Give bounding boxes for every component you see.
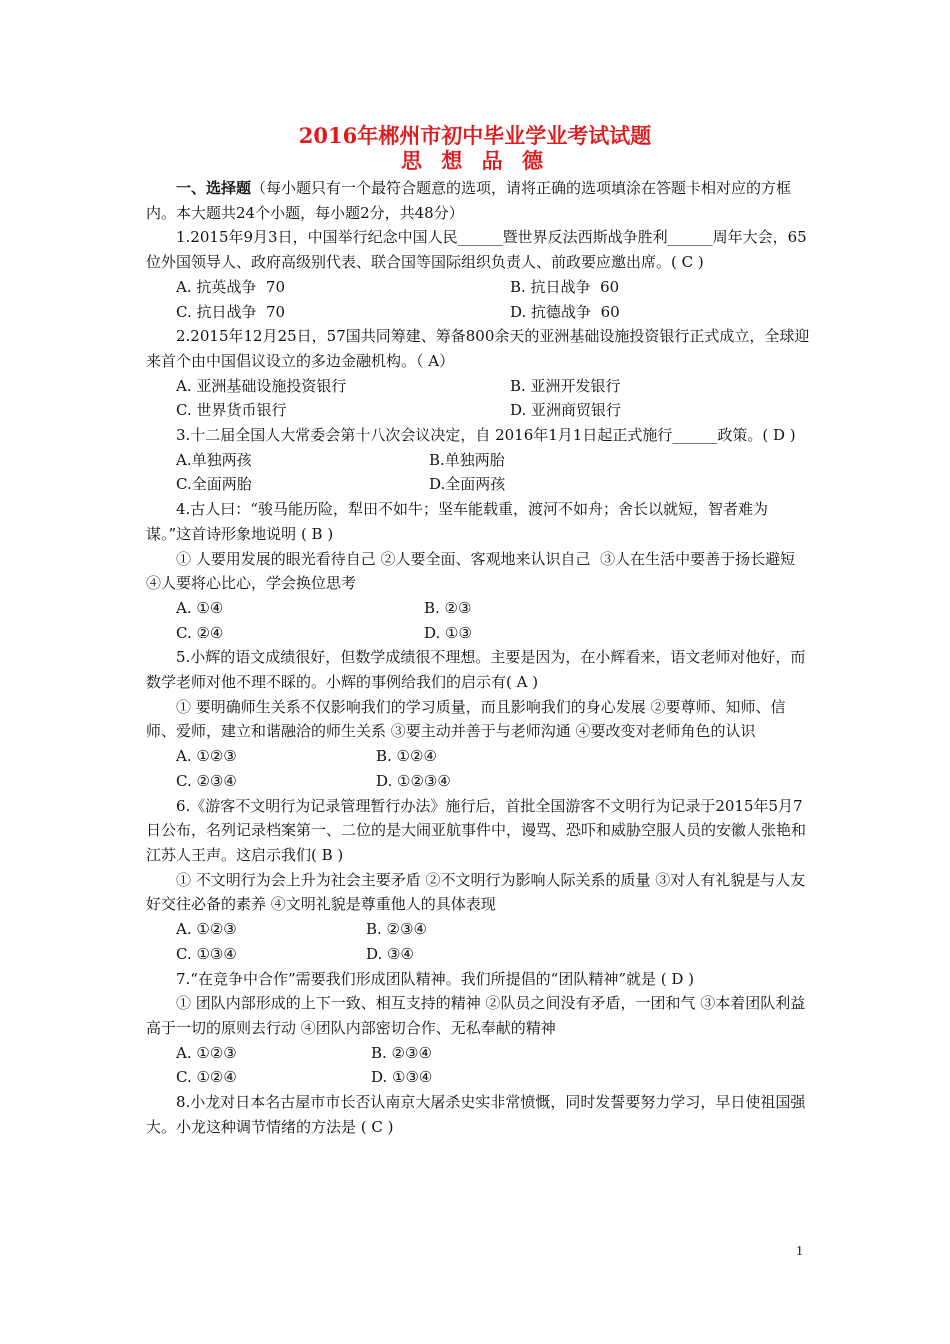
question-stem: 6.《游客不文明行为记录管理暂行办法》施行后，首批全国游客不文明行为记录于2015年5月7日公布，名列记录档案第一、二位的是大闹亚航事件中，谩骂、恐吓和威胁空服人员的安徽人张艳和江苏人王声。这启示我们( B ) (146, 796, 807, 864)
option-d: D. ①③ (424, 623, 472, 642)
option-row (146, 1065, 812, 1090)
option-c: C. ②④ (176, 623, 224, 642)
option-c: C.全面两胎 (176, 475, 252, 494)
option-d: D. ③④ (366, 944, 414, 963)
option-row (146, 744, 812, 769)
option-a: A. 亚洲基础设施投资银行 (176, 376, 347, 395)
option-a: A. ①②③ (176, 1043, 237, 1062)
option-d: D. ①③④ (371, 1068, 433, 1087)
option-d: D.全面两孩 (429, 475, 506, 494)
option-b: B. ①②④ (376, 747, 437, 766)
option-row (146, 917, 812, 942)
option-row (146, 621, 812, 646)
option-c: C. 世界货币银行 (176, 401, 287, 420)
question-stem: 3.十二届全国人大常委会第十八次会议决定，自 2016年1月1日起正式施行______政策。( D ) (176, 426, 796, 445)
exam-title: 2016年郴州市初中毕业学业考试试题 (298, 123, 652, 148)
section-instruction: 一、选择题（每小题只有一个最符合题意的选项，请将正确的选项填涂在答题卡相对应的方框内。本大题共24个小题，每小题2分，共48分） (146, 179, 792, 222)
option-c: C. ①②④ (176, 1068, 237, 1087)
option-row (146, 942, 812, 967)
option-row (146, 769, 812, 794)
question-statements: ① 不文明行为会上升为社会主要矛盾 ②不文明行为影响人际关系的质量 ③对人有礼貌是与人友好交往必备的素养 ④文明礼貌是尊重他人的具体表现 (146, 870, 806, 914)
option-b: B. ②③④ (366, 920, 427, 939)
section-heading: 一、选择题 (176, 179, 252, 197)
option-a: A. ①②③ (176, 920, 237, 939)
option-d: D. 亚洲商贸银行 (510, 401, 622, 420)
question-statements: ① 要明确师生关系不仅影响我们的学习质量，而且影响我们的身心发展 ②要尊师、知师、信师、爱师，建立和谐融洽的师生关系 ③要主动并善于与老师沟通 ④要改变对老师角色的认识 (146, 697, 786, 741)
question-statements: ① 团队内部形成的上下一致、相互支持的精神 ②队员之间没有矛盾，一团和气 ③本着团队利益高于一切的原则去行动 ④团队内部密切合作、无私奉献的精神 (146, 994, 806, 1037)
question-stem: 4.古人曰：“骏马能历险，犁田不如牛；坚车能载重，渡河不如舟；舍长以就短，智者难为谋。”这首诗形象地说明 ( B ) (146, 500, 768, 543)
question-stem: 1.2015年9月3日，中国举行纪念中国人民______暨世界反法西斯战争胜利______周年大会，65位外国领导人、政府高级别代表、联合国等国际组织负责人、前政要应邀出席。( C ) (146, 228, 807, 272)
question-stem: 8.小龙对日本名古屋市市长否认南京大屠杀史实非常愤慨，同时发誓要努力学习，早日使祖国强大。小龙这种调节情绪的方法是 ( C ) (146, 1093, 806, 1136)
question-stem: 2.2015年12月25日，57国共同筹建、筹备800余天的亚洲基础设施投资银行正式成立，全球迎来首个由中国倡议设立的多边金融机构。（ A） (146, 327, 810, 370)
option-row (146, 398, 812, 423)
question-stem: 5.小辉的语文成绩很好，但数学成绩很不理想。主要是因为，在小辉看来，语文老师对他好，而数学老师对他不理不睬的。小辉的事例给我们的启示有( A ) (146, 648, 806, 692)
option-row (146, 374, 812, 399)
option-d: D. 抗德战争 60 (510, 302, 620, 321)
option-a: A.单独两孩 (176, 450, 252, 469)
option-a: A. ①④ (176, 598, 224, 617)
option-row (146, 448, 812, 473)
option-row (146, 1041, 812, 1066)
option-b: B. ②③④ (371, 1043, 432, 1062)
option-b: B. 抗日战争 60 (510, 277, 620, 296)
option-b: B. ②③ (424, 598, 472, 617)
option-d: D. ①②③④ (376, 771, 451, 790)
option-c: C. 抗日战争 70 (176, 302, 286, 321)
option-c: C. ②③④ (176, 771, 237, 790)
option-row (146, 472, 812, 497)
question-list (146, 176, 812, 1139)
question-statements: ① 人要用发展的眼光看待自己 ②人要全面、客观地来认识自己 ③人在生活中要善于扬长避短 ④人要将心比心，学会换位思考 (146, 549, 800, 593)
subject-title: 思 想 品 德 (401, 148, 549, 173)
option-b: B. 亚洲开发银行 (510, 376, 621, 395)
page-number: 1 (796, 1244, 803, 1259)
option-b: B.单独两胎 (429, 450, 505, 469)
option-row (146, 300, 812, 325)
option-row (146, 596, 812, 621)
question-stem: 7.“在竞争中合作”需要我们形成团队精神。我们所提倡的“团队精神”就是 ( D ) (176, 969, 695, 988)
option-row (146, 275, 812, 300)
option-c: C. ①③④ (176, 944, 237, 963)
option-a: A. 抗英战争 70 (176, 277, 285, 296)
option-a: A. ①②③ (176, 747, 237, 766)
